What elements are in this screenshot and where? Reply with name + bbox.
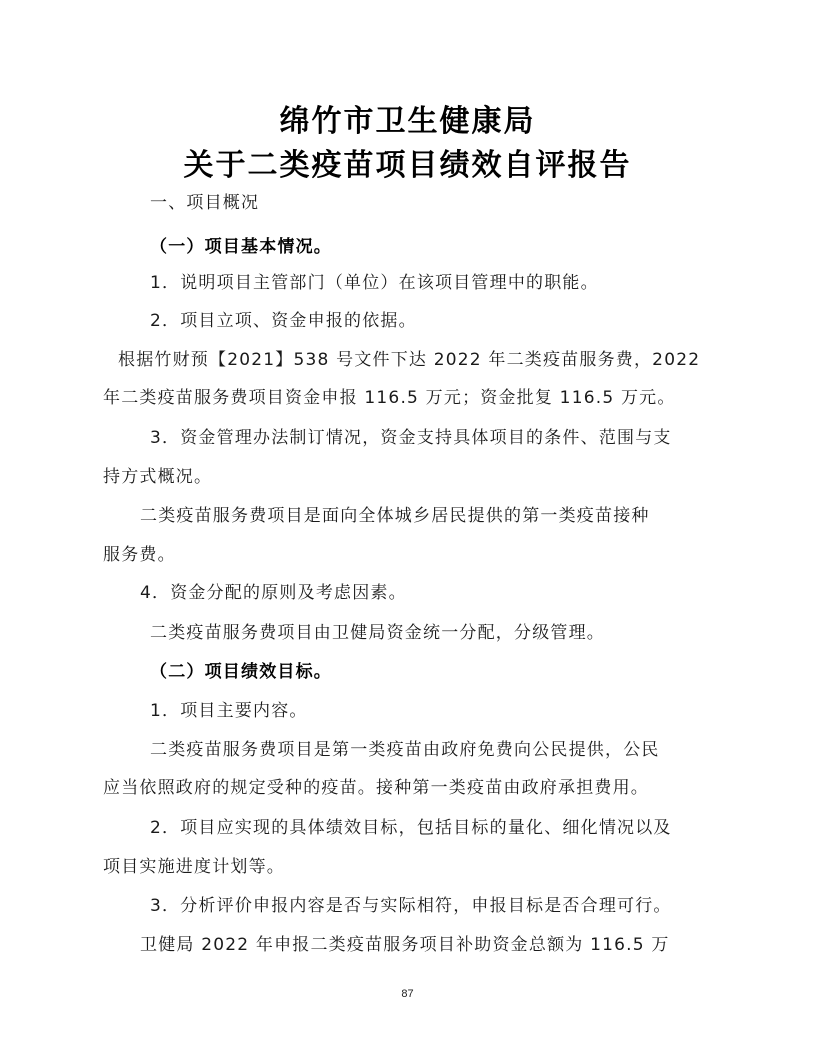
subsection-heading: （二）项目绩效目标。 xyxy=(150,662,332,682)
paragraph-line: 二类疫苗服务费项目是面向全体城乡居民提供的第一类疫苗接种 xyxy=(140,506,650,526)
paragraph-line: 二类疫苗服务费项目由卫健局资金统一分配，分级管理。 xyxy=(150,623,605,643)
paragraph-line: 应当依照政府的规定受种的疫苗。接种第一类疫苗由政府承担费用。 xyxy=(103,778,649,798)
paragraph-line: 持方式概况。 xyxy=(103,467,213,487)
subsection-heading: （一）项目基本情况。 xyxy=(150,237,332,257)
paragraph-line: 卫健局 2022 年申报二类疫苗服务项目补助资金总额为 116.5 万 xyxy=(140,935,670,955)
page-number: 87 xyxy=(401,988,414,1000)
paragraph-line: 二类疫苗服务费项目是第一类疫苗由政府免费向公民提供，公民 xyxy=(150,740,660,760)
paragraph-line: 4．资金分配的原则及考虑因素。 xyxy=(140,583,407,603)
paragraph-line: 1．说明项目主管部门（单位）在该项目管理中的职能。 xyxy=(150,273,599,293)
paragraph-line: 服务费。 xyxy=(103,545,176,565)
section-heading: 一、项目概况 xyxy=(150,193,260,213)
paragraph-line: 年二类疫苗服务费项目资金申报 116.5 万元；资金批复 116.5 万元。 xyxy=(103,388,676,408)
paragraph-line: 2．项目立项、资金申报的依据。 xyxy=(150,311,417,331)
paragraph-line: 3．资金管理办法制订情况，资金支持具体项目的条件、范围与支 xyxy=(150,428,672,448)
paragraph-line: 项目实施进度计划等。 xyxy=(103,857,285,877)
document-title-line-1: 绵竹市卫生健康局 xyxy=(279,104,536,139)
paragraph-line: 根据竹财预【2021】538 号文件下达 2022 年二类疫苗服务费，2022 xyxy=(118,350,701,370)
paragraph-line: 3．分析评价申报内容是否与实际相符，申报目标是否合理可行。 xyxy=(150,896,672,916)
document-title-line-2: 关于二类疫苗项目绩效自评报告 xyxy=(183,148,632,183)
paragraph-line: 1．项目主要内容。 xyxy=(150,701,308,721)
paragraph-line: 2．项目应实现的具体绩效目标，包括目标的量化、细化情况以及 xyxy=(150,818,672,838)
